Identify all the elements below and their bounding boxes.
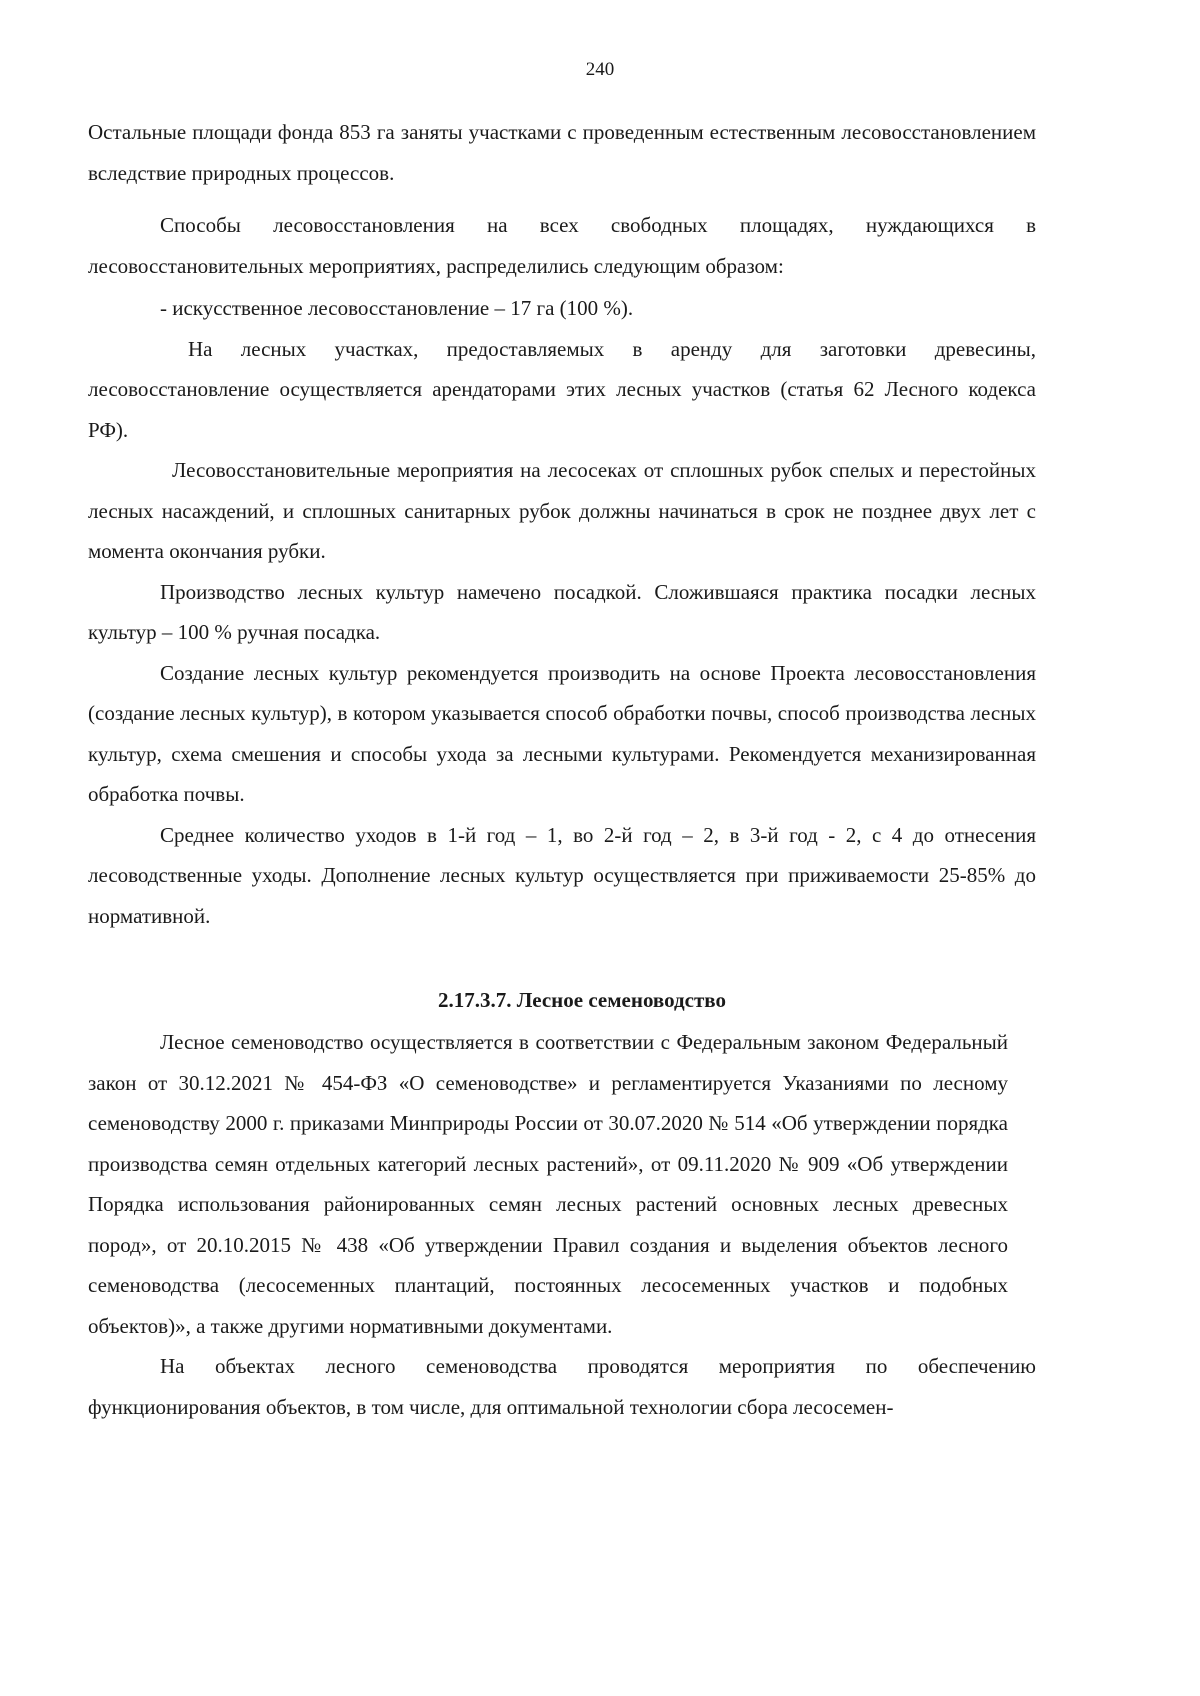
section-body <box>88 1022 1008 1346</box>
paragraph-reforestation-methods: Способы лесовосстановления на всех свободных площадях, нуждающихся в лесовосстановительных мероприятиях, распределились следующим образом: <box>88 213 1036 278</box>
paragraph-remaining-areas: Остальные площади фонда 853 га заняты участками с проведенным естественным лесовосстановлением вследствие природных процессов. <box>88 120 1036 185</box>
list-item-artificial-reforestation: - искусственное лесовосстановление – 17 га (100 %). <box>160 296 634 320</box>
paragraph-forest-crops-planting: Производство лесных культур намечено посадкой. Сложившаяся практика посадки лесных культур – 100 % ручная посадка. <box>88 579 1036 644</box>
section-heading: 2.17.3.7. Лесное семеноводство <box>438 988 726 1012</box>
paragraph-seed-legislation: Лесное семеноводство осуществляется в соответствии с Федеральным законом Федеральный закон от 30.12.2021 № 454-ФЗ «О семеноводстве» и регламентируется Указаниями по лесному семеноводству 2000 г. приказами Минприроды России от 30.07.2020 № 514 «Об утверждении порядка производства семян отдельных категорий лесных растений», от 09.11.2020 № 909 «Об утверждении Порядка использования районированных семян лесных растений основных лесных древесных пород», от 20.10.2015 № 438 «Об утверждении Правил создания и выделения объектов лесного семеноводства (лесосеменных плантаций, постоянных лесосеменных участков и подобных объектов)», а также другими нормативными документами. <box>88 1030 1008 1338</box>
paragraph-care-count: Среднее количество уходов в 1-й год – 1, во 2-й год – 2, в 3-й год - 2, с 4 до отнесения лесоводственные уходы. Дополнение лесных культур осуществляется при приживаемости 25-85% до нормативной. <box>88 822 1036 928</box>
page-number: 240 <box>585 59 615 80</box>
paragraph-seed-objects: На объектах лесного семеноводства проводятся мероприятия по обеспечению функционирования объектов, в том числе, для оптимальной технологии сбора лесосемен- <box>88 1354 1036 1419</box>
paragraph-clearcut-measures: Лесовосстановительные мероприятия на лесосеках от сплошных рубок спелых и перестойных лесных насаждений, и сплошных санитарных рубок должны начинаться в срок не позднее двух лет с момента окончания рубки. <box>88 458 1036 563</box>
page-content <box>88 112 1036 1427</box>
paragraph-leased-plots: На лесных участках, предоставляемых в аренду для заготовки древесины, лесовосстановление осуществляется арендаторами этих лесных участков (статья 62 Лесного кодекса РФ). <box>88 336 1036 442</box>
paragraph-forest-crops-project: Создание лесных культур рекомендуется производить на основе Проекта лесовосстановления (создание лесных культур), в котором указывается способ обработки почвы, способ производства лесных культур, схема смешения и способы ухода за лесными культурами. Рекомендуется механизированная обработка почвы. <box>88 660 1036 806</box>
